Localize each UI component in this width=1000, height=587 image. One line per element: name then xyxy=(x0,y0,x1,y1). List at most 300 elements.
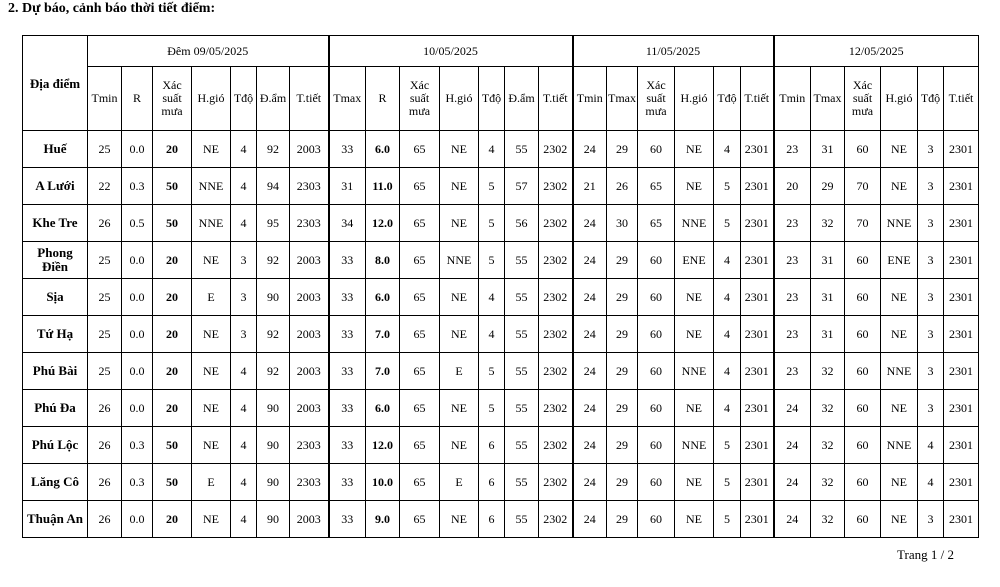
data-cell: 25 xyxy=(88,279,122,316)
data-cell: NE xyxy=(881,316,918,353)
data-cell: NNE xyxy=(440,242,479,279)
data-cell: 24 xyxy=(774,464,811,501)
data-cell: 65 xyxy=(400,353,440,390)
data-cell: 29 xyxy=(811,168,845,205)
data-cell: 2301 xyxy=(741,242,774,279)
data-cell: 65 xyxy=(400,427,440,464)
column-header: Tđộ xyxy=(479,67,505,131)
data-cell: 24 xyxy=(573,242,607,279)
location-cell: Lăng Cô xyxy=(23,464,88,501)
column-header: Tmin xyxy=(774,67,811,131)
data-cell: 2303 xyxy=(290,464,329,501)
data-cell: 2003 xyxy=(290,242,329,279)
data-cell: 3 xyxy=(231,242,257,279)
data-cell: 31 xyxy=(811,279,845,316)
column-header: H.gió xyxy=(192,67,231,131)
table-row xyxy=(23,205,979,242)
data-cell: 60 xyxy=(638,390,675,427)
data-cell: 2301 xyxy=(741,316,774,353)
data-cell: 4 xyxy=(714,242,741,279)
data-cell: 60 xyxy=(845,390,881,427)
column-header: Tđộ xyxy=(231,67,257,131)
data-cell: NE xyxy=(440,205,479,242)
data-cell: 4 xyxy=(714,353,741,390)
data-cell: 55 xyxy=(505,131,539,168)
data-cell: 26 xyxy=(88,501,122,538)
group-header-day11: 11/05/2025 xyxy=(573,36,774,67)
data-cell: 50 xyxy=(153,205,192,242)
data-cell: 29 xyxy=(607,131,638,168)
data-cell: NNE xyxy=(675,353,714,390)
data-cell: 60 xyxy=(845,131,881,168)
data-cell: 60 xyxy=(638,427,675,464)
data-cell: 33 xyxy=(329,501,366,538)
data-cell: 2301 xyxy=(944,316,979,353)
data-cell: 90 xyxy=(257,279,290,316)
data-cell: 24 xyxy=(774,501,811,538)
data-cell: 2301 xyxy=(741,501,774,538)
data-cell: 25 xyxy=(88,316,122,353)
data-cell: 4 xyxy=(714,131,741,168)
data-cell: 24 xyxy=(774,427,811,464)
data-cell: 25 xyxy=(88,242,122,279)
data-cell: 32 xyxy=(811,501,845,538)
data-cell: 0.0 xyxy=(122,316,153,353)
data-cell: 60 xyxy=(845,316,881,353)
column-header: Đ.ẩm xyxy=(257,67,290,131)
data-cell: 3 xyxy=(918,205,944,242)
data-cell: 65 xyxy=(400,390,440,427)
data-cell: 3 xyxy=(918,501,944,538)
data-cell: NE xyxy=(192,501,231,538)
data-cell: 2301 xyxy=(741,279,774,316)
data-cell: E xyxy=(440,353,479,390)
column-header: Tđộ xyxy=(714,67,741,131)
data-cell: 2301 xyxy=(944,427,979,464)
column-header: H.gió xyxy=(675,67,714,131)
table-row xyxy=(23,464,979,501)
data-cell: 29 xyxy=(607,316,638,353)
data-cell: NE xyxy=(192,316,231,353)
data-cell: NNE xyxy=(881,427,918,464)
data-cell: 65 xyxy=(638,205,675,242)
data-cell: 2003 xyxy=(290,353,329,390)
data-cell: 4 xyxy=(231,353,257,390)
data-cell: 31 xyxy=(811,242,845,279)
location-cell: Tứ Hạ xyxy=(23,316,88,353)
data-cell: 2302 xyxy=(539,501,573,538)
data-cell: 24 xyxy=(573,501,607,538)
section-heading: 2. Dự báo, cảnh báo thời tiết điểm: xyxy=(8,1,216,16)
data-cell: 90 xyxy=(257,464,290,501)
data-cell: 3 xyxy=(918,353,944,390)
data-cell: 2301 xyxy=(741,168,774,205)
data-cell: NE xyxy=(881,279,918,316)
data-cell: 5 xyxy=(714,501,741,538)
data-cell: 2302 xyxy=(539,353,573,390)
data-cell: 4 xyxy=(918,464,944,501)
data-cell: 4 xyxy=(479,131,505,168)
data-cell: 31 xyxy=(811,316,845,353)
data-cell: NNE xyxy=(192,168,231,205)
data-cell: 26 xyxy=(88,205,122,242)
data-cell: 0.0 xyxy=(122,390,153,427)
data-cell: 60 xyxy=(638,131,675,168)
data-cell: 65 xyxy=(400,131,440,168)
data-cell: 50 xyxy=(153,427,192,464)
data-cell: 65 xyxy=(400,279,440,316)
data-cell: NE xyxy=(192,390,231,427)
column-header: R xyxy=(122,67,153,131)
data-cell: 29 xyxy=(607,427,638,464)
data-cell: 65 xyxy=(400,464,440,501)
column-header: Xác suất mưa xyxy=(638,67,675,131)
column-header: Xác suất mưa xyxy=(400,67,440,131)
table-row xyxy=(23,390,979,427)
data-cell: 4 xyxy=(231,168,257,205)
data-cell: 20 xyxy=(774,168,811,205)
data-cell: 4 xyxy=(479,316,505,353)
group-header-row xyxy=(23,36,979,67)
data-cell: 2003 xyxy=(290,390,329,427)
location-cell: Huế xyxy=(23,131,88,168)
data-cell: 21 xyxy=(573,168,607,205)
data-cell: 70 xyxy=(845,168,881,205)
data-cell: 2301 xyxy=(741,353,774,390)
data-cell: 65 xyxy=(400,501,440,538)
data-cell: 55 xyxy=(505,464,539,501)
data-cell: 56 xyxy=(505,205,539,242)
data-cell: 3 xyxy=(918,131,944,168)
location-cell: A Lưới xyxy=(23,168,88,205)
data-cell: NE xyxy=(440,131,479,168)
data-cell: 24 xyxy=(573,427,607,464)
table-row xyxy=(23,501,979,538)
data-cell: 0.3 xyxy=(122,168,153,205)
data-cell: NE xyxy=(440,501,479,538)
data-cell: 7.0 xyxy=(366,316,400,353)
data-cell: 20 xyxy=(153,279,192,316)
data-cell: 4 xyxy=(714,316,741,353)
data-cell: 2301 xyxy=(944,501,979,538)
data-cell: 20 xyxy=(153,501,192,538)
data-cell: 2003 xyxy=(290,279,329,316)
location-cell: Khe Tre xyxy=(23,205,88,242)
data-cell: NE xyxy=(675,316,714,353)
data-cell: 26 xyxy=(607,168,638,205)
data-cell: NE xyxy=(675,131,714,168)
column-header: Đ.ẩm xyxy=(505,67,539,131)
data-cell: 24 xyxy=(573,205,607,242)
location-cell: Phú Lộc xyxy=(23,427,88,464)
data-cell: NE xyxy=(675,390,714,427)
data-cell: 29 xyxy=(607,501,638,538)
data-cell: 33 xyxy=(329,131,366,168)
data-cell: 6 xyxy=(479,427,505,464)
data-cell: 3 xyxy=(231,316,257,353)
data-cell: 25 xyxy=(88,353,122,390)
data-cell: 0.5 xyxy=(122,205,153,242)
data-cell: 6 xyxy=(479,464,505,501)
data-cell: 3 xyxy=(918,316,944,353)
data-cell: NE xyxy=(192,242,231,279)
data-cell: 9.0 xyxy=(366,501,400,538)
column-header: Tđộ xyxy=(918,67,944,131)
data-cell: 2301 xyxy=(944,242,979,279)
data-cell: 23 xyxy=(774,242,811,279)
data-cell: 29 xyxy=(607,390,638,427)
data-cell: NE xyxy=(192,353,231,390)
location-header: Địa điểm xyxy=(23,36,88,131)
data-cell: 55 xyxy=(505,390,539,427)
data-cell: 24 xyxy=(573,131,607,168)
data-cell: 2003 xyxy=(290,131,329,168)
data-cell: 4 xyxy=(231,427,257,464)
data-cell: 5 xyxy=(714,464,741,501)
data-cell: 4 xyxy=(231,464,257,501)
data-cell: E xyxy=(192,464,231,501)
data-cell: E xyxy=(192,279,231,316)
data-cell: 2302 xyxy=(539,168,573,205)
data-cell: 3 xyxy=(918,242,944,279)
data-cell: 2301 xyxy=(741,205,774,242)
data-cell: 70 xyxy=(845,205,881,242)
data-cell: 3 xyxy=(918,168,944,205)
data-cell: 50 xyxy=(153,464,192,501)
data-cell: 30 xyxy=(607,205,638,242)
column-header: T.tiết xyxy=(741,67,774,131)
column-header: T.tiết xyxy=(944,67,979,131)
data-cell: 95 xyxy=(257,205,290,242)
data-cell: 3 xyxy=(918,279,944,316)
data-cell: NE xyxy=(675,464,714,501)
data-cell: 2301 xyxy=(741,131,774,168)
data-cell: 55 xyxy=(505,242,539,279)
data-cell: NE xyxy=(440,168,479,205)
data-cell: 5 xyxy=(479,242,505,279)
data-cell: 2302 xyxy=(539,427,573,464)
data-cell: 92 xyxy=(257,316,290,353)
data-cell: 32 xyxy=(811,205,845,242)
data-cell: 4 xyxy=(714,390,741,427)
data-cell: 20 xyxy=(153,353,192,390)
data-cell: NNE xyxy=(192,205,231,242)
data-cell: 55 xyxy=(505,353,539,390)
data-cell: 23 xyxy=(774,279,811,316)
column-header: R xyxy=(366,67,400,131)
data-cell: 3 xyxy=(231,279,257,316)
data-cell: 2303 xyxy=(290,427,329,464)
data-cell: NE xyxy=(881,168,918,205)
data-cell: 4 xyxy=(714,279,741,316)
data-cell: 5 xyxy=(479,168,505,205)
data-cell: NNE xyxy=(675,205,714,242)
data-cell: NE xyxy=(881,464,918,501)
data-cell: 0.0 xyxy=(122,353,153,390)
data-cell: 5 xyxy=(479,353,505,390)
data-cell: 33 xyxy=(329,464,366,501)
data-cell: 20 xyxy=(153,131,192,168)
sub-header-row xyxy=(23,67,979,131)
data-cell: NE xyxy=(192,131,231,168)
data-cell: 2301 xyxy=(944,464,979,501)
data-cell: 60 xyxy=(638,316,675,353)
data-cell: 24 xyxy=(573,464,607,501)
data-cell: 6 xyxy=(479,501,505,538)
location-cell: Thuận An xyxy=(23,501,88,538)
data-cell: 6.0 xyxy=(366,131,400,168)
location-cell: Phong Điền xyxy=(23,242,88,279)
data-cell: 92 xyxy=(257,242,290,279)
data-cell: 12.0 xyxy=(366,427,400,464)
data-cell: 5 xyxy=(479,205,505,242)
data-cell: 4 xyxy=(231,390,257,427)
data-cell: 60 xyxy=(638,464,675,501)
data-cell: NE xyxy=(675,501,714,538)
data-cell: 55 xyxy=(505,427,539,464)
location-cell: Phú Bài xyxy=(23,353,88,390)
data-cell: 5 xyxy=(714,205,741,242)
data-cell: 4 xyxy=(479,279,505,316)
data-cell: 90 xyxy=(257,427,290,464)
data-cell: 65 xyxy=(400,168,440,205)
column-header: Tmax xyxy=(607,67,638,131)
data-cell: 2301 xyxy=(944,131,979,168)
data-cell: NE xyxy=(881,131,918,168)
data-cell: NE xyxy=(440,279,479,316)
page-number: Trang 1 / 2 xyxy=(897,547,954,562)
data-cell: 26 xyxy=(88,464,122,501)
data-cell: 55 xyxy=(505,501,539,538)
data-cell: 8.0 xyxy=(366,242,400,279)
data-cell: 24 xyxy=(573,353,607,390)
data-cell: 2301 xyxy=(944,168,979,205)
table-row xyxy=(23,279,979,316)
column-header: Tmax xyxy=(811,67,845,131)
data-cell: 65 xyxy=(400,316,440,353)
data-cell: NE xyxy=(881,501,918,538)
data-cell: 4 xyxy=(231,131,257,168)
data-cell: 5 xyxy=(714,427,741,464)
data-cell: ENE xyxy=(675,242,714,279)
data-cell: 2302 xyxy=(539,242,573,279)
data-cell: 24 xyxy=(573,279,607,316)
table-row xyxy=(23,242,979,279)
data-cell: 31 xyxy=(811,131,845,168)
data-cell: 50 xyxy=(153,168,192,205)
data-cell: NE xyxy=(675,168,714,205)
data-cell: NNE xyxy=(881,353,918,390)
data-cell: 26 xyxy=(88,390,122,427)
data-cell: NE xyxy=(192,427,231,464)
data-cell: NE xyxy=(440,427,479,464)
data-cell: 60 xyxy=(638,242,675,279)
column-header: Tmax xyxy=(329,67,366,131)
data-cell: 2301 xyxy=(944,390,979,427)
data-cell: 2302 xyxy=(539,279,573,316)
data-cell: 29 xyxy=(607,353,638,390)
data-cell: 33 xyxy=(329,279,366,316)
data-cell: 2301 xyxy=(741,464,774,501)
data-cell: 65 xyxy=(400,205,440,242)
data-cell: NE xyxy=(881,390,918,427)
data-cell: NE xyxy=(440,390,479,427)
table-row xyxy=(23,427,979,464)
data-cell: 33 xyxy=(329,316,366,353)
data-cell: 60 xyxy=(845,464,881,501)
data-cell: 65 xyxy=(638,168,675,205)
data-cell: 2003 xyxy=(290,316,329,353)
data-cell: 33 xyxy=(329,242,366,279)
data-cell: 94 xyxy=(257,168,290,205)
column-header: Xác suất mưa xyxy=(845,67,881,131)
data-cell: NE xyxy=(440,316,479,353)
data-cell: 4 xyxy=(231,205,257,242)
data-cell: 4 xyxy=(231,501,257,538)
data-cell: 60 xyxy=(638,353,675,390)
column-header: Tmin xyxy=(88,67,122,131)
data-cell: 29 xyxy=(607,279,638,316)
data-cell: 2301 xyxy=(741,427,774,464)
data-cell: 6.0 xyxy=(366,390,400,427)
data-cell: 20 xyxy=(153,390,192,427)
data-cell: 32 xyxy=(811,427,845,464)
table-row xyxy=(23,168,979,205)
data-cell: 29 xyxy=(607,242,638,279)
data-cell: 24 xyxy=(774,390,811,427)
data-cell: 90 xyxy=(257,390,290,427)
data-cell: 3 xyxy=(918,390,944,427)
data-cell: 22 xyxy=(88,168,122,205)
data-cell: 60 xyxy=(845,279,881,316)
data-cell: 23 xyxy=(774,316,811,353)
data-cell: 2303 xyxy=(290,205,329,242)
data-cell: 60 xyxy=(845,242,881,279)
data-cell: 92 xyxy=(257,131,290,168)
data-cell: 23 xyxy=(774,353,811,390)
data-cell: 92 xyxy=(257,353,290,390)
data-cell: 31 xyxy=(329,168,366,205)
data-cell: 24 xyxy=(573,390,607,427)
data-cell: 5 xyxy=(714,168,741,205)
group-header-night: Đêm 09/05/2025 xyxy=(88,36,329,67)
data-cell: 10.0 xyxy=(366,464,400,501)
data-cell: 7.0 xyxy=(366,353,400,390)
column-header: Tmin xyxy=(573,67,607,131)
data-cell: 33 xyxy=(329,427,366,464)
group-header-day12: 12/05/2025 xyxy=(774,36,979,67)
data-cell: 32 xyxy=(811,390,845,427)
data-cell: 2303 xyxy=(290,168,329,205)
data-cell: 2301 xyxy=(944,205,979,242)
data-cell: E xyxy=(440,464,479,501)
data-cell: 0.3 xyxy=(122,427,153,464)
data-cell: 11.0 xyxy=(366,168,400,205)
data-cell: 2302 xyxy=(539,464,573,501)
data-cell: 60 xyxy=(638,501,675,538)
data-cell: 4 xyxy=(918,427,944,464)
data-cell: 2302 xyxy=(539,390,573,427)
data-cell: 2301 xyxy=(944,279,979,316)
data-cell: 60 xyxy=(845,427,881,464)
data-cell: 2302 xyxy=(539,205,573,242)
data-cell: 5 xyxy=(479,390,505,427)
data-cell: NNE xyxy=(675,427,714,464)
data-cell: 0.0 xyxy=(122,279,153,316)
location-cell: Phú Đa xyxy=(23,390,88,427)
table-row xyxy=(23,131,979,168)
data-cell: 0.3 xyxy=(122,464,153,501)
